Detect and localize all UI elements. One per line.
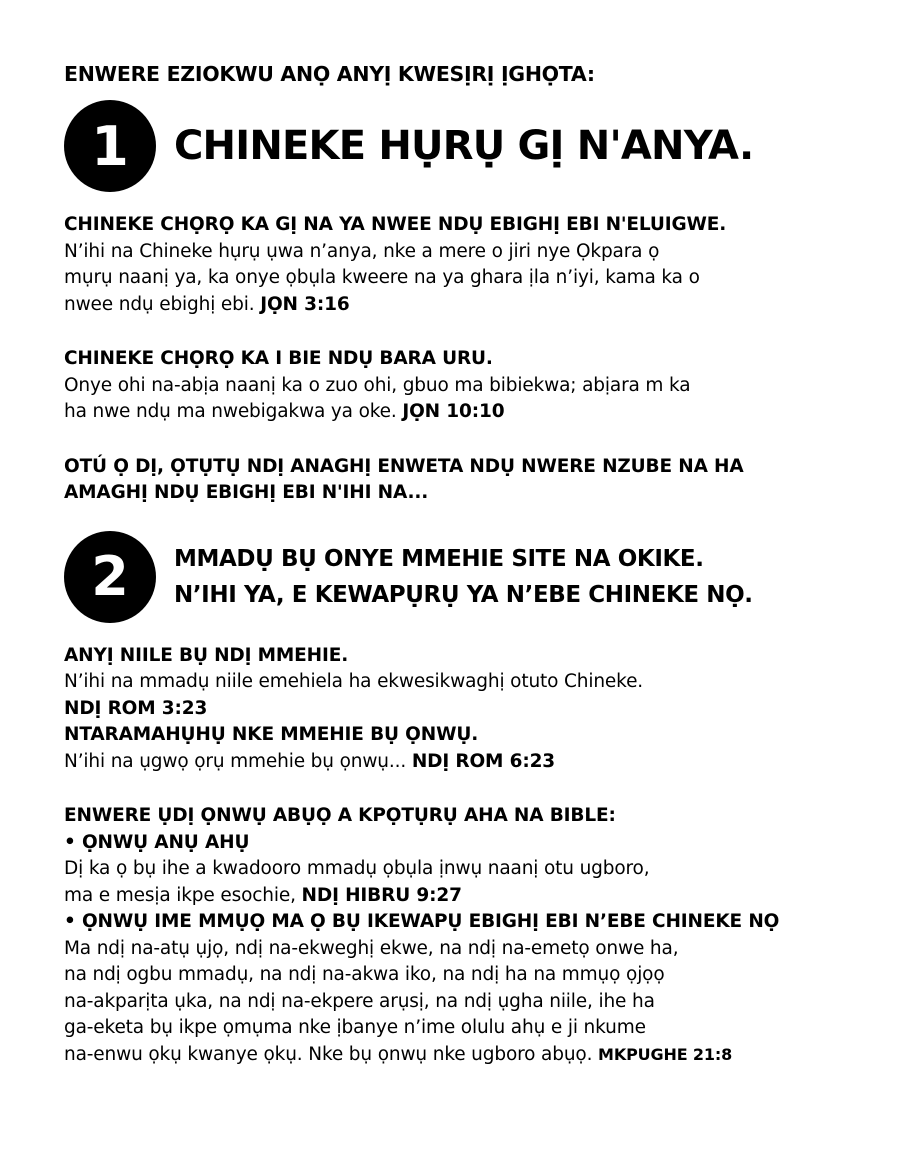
point-1-section-2 bbox=[64, 346, 894, 426]
verse-text: N’ihi na ụgwọ ọrụ mmehie bụ ọnwụ... bbox=[64, 750, 407, 772]
verse-text: na-enwu ọkụ kwanye ọkụ. Nke bụ ọnwụ nke ugboro abụọ. bbox=[64, 1043, 593, 1065]
verse-line: na-akparịta ụka, na ndị na-ekpere arụsị, na ndị ụgha niile, ihe ha bbox=[64, 990, 655, 1012]
point-2-heading bbox=[156, 541, 753, 613]
point-1-transition bbox=[64, 454, 894, 507]
point-2-section-1 bbox=[64, 643, 894, 776]
verse-line: Onye ohi na-abịa naanị ka o zuo ohi, gbuo ma bibiekwa; abịara m ka bbox=[64, 374, 691, 396]
verse-line bbox=[64, 883, 894, 910]
verse-line bbox=[64, 1042, 894, 1069]
verse-text: ma e mesịa ikpe esochie, bbox=[64, 884, 296, 906]
point-2-heading-line: MMADỤ BỤ ONYE MMEHIE SITE NA OKIKE. bbox=[174, 545, 704, 572]
point-1-heading: CHINEKE HỤRỤ GỊ N'ANYA. bbox=[174, 123, 754, 169]
verse-text: nwee ndụ ebighị ebi. bbox=[64, 293, 255, 315]
section-title: NTARAMAHỤHỤ NKE MMEHIE BỤ ỌNWỤ. bbox=[64, 724, 479, 745]
bullet-heading: • ỌNWỤ IME MMỤỌ MA Ọ BỤ IKEWAPỤ EBIGHỊ EBI N’EBE CHINEKE NỌ bbox=[64, 911, 780, 932]
point-2-section-3 bbox=[64, 803, 894, 1068]
verse-line: N’ihi na Chineke hụrụ ụwa n’anya, nke a mere o jiri nye Ọkpara ọ bbox=[64, 240, 660, 262]
scripture-reference: MKPUGHE 21:8 bbox=[598, 1044, 733, 1064]
verse-line: na ndị ogbu mmadụ, na ndị na-akwa iko, na ndị ha na mmụọ ọjọọ bbox=[64, 964, 665, 985]
verse-line: mụrụ naanị ya, ka onye ọbụla kweere na ya ghara ịla n’iyi, kama ka o bbox=[64, 267, 700, 288]
verse-line: N’ihi na mmadụ niile emehiela ha ekwesikwaghị otuto Chineke. bbox=[64, 671, 644, 692]
scripture-reference: JỌN 10:10 bbox=[402, 401, 505, 422]
scripture-reference: NDỊ ROM 6:23 bbox=[411, 750, 556, 772]
point-2-heading-line: N’IHI YA, E KEWAPỤRỤ YA N’EBE CHINEKE NỌ. bbox=[174, 581, 753, 608]
section-title: ENWERE ỤDỊ ỌNWỤ ABỤỌ A KPỌTỤRỤ AHA NA BIBLE: bbox=[64, 805, 616, 826]
verse-line bbox=[64, 292, 894, 319]
scripture-reference: NDỊ HIBRU 9:27 bbox=[301, 884, 462, 906]
point-2-number-badge: 2 bbox=[64, 531, 156, 623]
scripture-reference: NDỊ ROM 3:23 bbox=[64, 697, 208, 719]
point-1-header bbox=[64, 100, 894, 192]
verse-line: Ma ndị na-atụ ụjọ, ndị na-ekweghị ekwe, na ndị na-emetọ onwe ha, bbox=[64, 937, 679, 959]
point-1-number-badge: 1 bbox=[64, 100, 156, 192]
scripture-reference: JỌN 3:16 bbox=[260, 293, 350, 315]
bullet-heading: • ỌNWỤ ANỤ AHỤ bbox=[64, 831, 250, 853]
section-title: ANYỊ NIILE BỤ NDỊ MMEHIE. bbox=[64, 644, 349, 666]
tract-page bbox=[64, 58, 894, 1068]
verse-line: ga-eketa bụ ikpe ọmụma nke ịbanye n’ime olulu ahụ e ji nkume bbox=[64, 1017, 646, 1038]
verse-line bbox=[64, 399, 894, 426]
transition-line: AMAGHỊ NDỤ EBIGHỊ EBI N'IHI NA... bbox=[64, 482, 429, 503]
verse-line bbox=[64, 749, 894, 776]
point-2-header bbox=[64, 531, 894, 623]
point-1-section-1 bbox=[64, 212, 894, 318]
intro-heading: ENWERE EZIOKWU ANỌ ANYỊ KWESỊRỊ ỊGHỌTA: bbox=[64, 62, 595, 86]
transition-line: OTÚ Ọ DỊ, ỌTỤTỤ NDỊ ANAGHỊ ENWETA NDỤ NWERE NZUBE NA HA bbox=[64, 455, 744, 477]
section-title: CHINEKE CHỌRỌ KA I BIE NDỤ BARA URU. bbox=[64, 348, 493, 369]
verse-line: Dị ka ọ bụ ihe a kwadooro mmadụ ọbụla ịnwụ naanị otu ugboro, bbox=[64, 858, 650, 879]
verse-text: ha nwe ndụ ma nwebigakwa ya oke. bbox=[64, 401, 397, 422]
section-title: CHINEKE CHỌRỌ KA GỊ NA YA NWEE NDỤ EBIGHỊ EBI N'ELUIGWE. bbox=[64, 214, 727, 235]
